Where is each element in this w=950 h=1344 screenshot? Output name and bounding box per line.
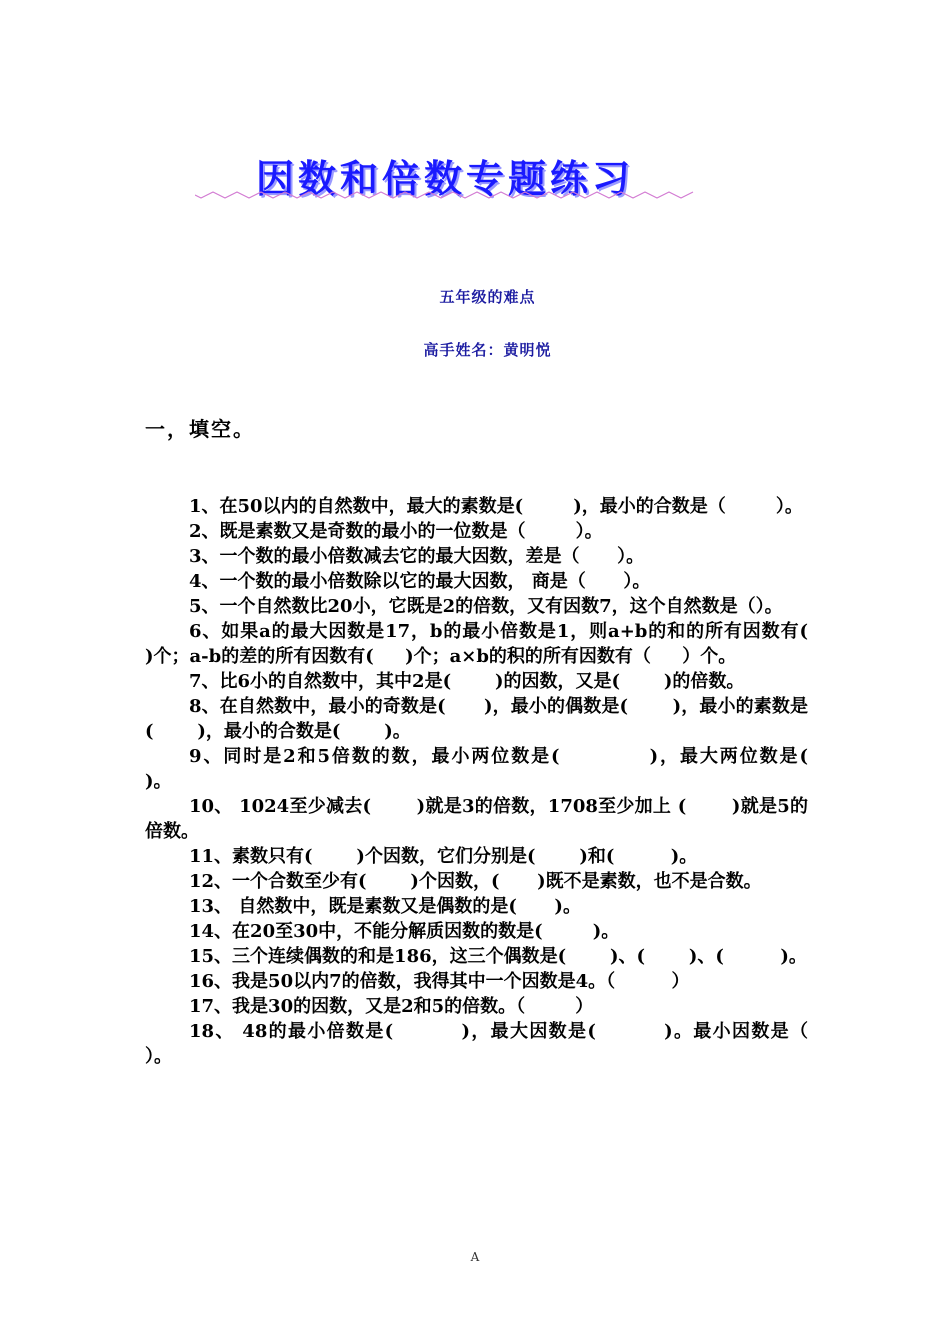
question-item: 6、如果a的最大因数是17，b的最小倍数是1，则a+b的和的所有因数有( )个；a-b的差的所有因数有( )个；a×b的积的所有因数有（ ）个。 [145, 621, 840, 667]
question-item: 9、同时是2和5倍数的数，最小两位数是( )，最大两位数是( )。 [145, 746, 865, 792]
title-underline-decoration [195, 190, 695, 200]
section-heading: 一，填空。 [145, 417, 255, 441]
page-label: A [470, 1250, 480, 1264]
document-title: 因数和倍数专题练习 [255, 157, 634, 201]
question-item: 4、一个数的最小倍数除以它的最大因数， 商是（ ）。 [189, 571, 651, 592]
question-item: 3、一个数的最小倍数减去它的最大因数，差是（ ）。 [189, 546, 645, 567]
question-item: 13、 自然数中，既是素数又是偶数的是( )。 [189, 896, 581, 917]
question-item: 10、 1024至少减去( )就是3的倍数，1708至少加上 ( )就是5的倍数。 [145, 796, 808, 842]
question-item: 17、我是30的因数，又是2和5的倍数。（ ） [189, 996, 594, 1017]
question-item: 7、比6小的自然数中，其中2是( )的因数，又是( )的倍数。 [189, 671, 745, 692]
question-list [145, 494, 865, 1069]
question-item: 12、一个合数至少有( )个因数，( )既不是素数，也不是合数。 [189, 871, 762, 892]
question-item: 15、三个连续偶数的和是186，这三个偶数是( )、( )、( )。 [189, 946, 807, 967]
question-item: 16、我是50以内7的倍数，我得其中一个因数是4。（ ） [189, 971, 690, 992]
question-item: 5、一个自然数比20小，它既是2的倍数，又有因数7，这个自然数是（）。 [189, 596, 783, 617]
question-item: 11、素数只有( )个因数，它们分别是( )和( )。 [189, 846, 698, 867]
question-item: 18、 48的最小倍数是( )，最大因数是( )。最小因数是（ ）。 [145, 1021, 865, 1067]
question-item: 1、在50以内的自然数中，最大的素数是( )，最小的合数是（ ）。 [189, 496, 803, 517]
author-line: 高手姓名：黄明悦 [423, 341, 552, 359]
question-item: 8、在自然数中，最小的奇数是( )，最小的偶数是( )，最小的素数是( )，最小的合数是( )。 [145, 696, 808, 742]
document-subtitle: 五年级的难点 [439, 288, 536, 306]
question-item: 2、既是素数又是奇数的最小的一位数是（ ）。 [189, 521, 603, 542]
question-item: 14、在20至30中，不能分解质因数的数是( )。 [189, 921, 620, 942]
